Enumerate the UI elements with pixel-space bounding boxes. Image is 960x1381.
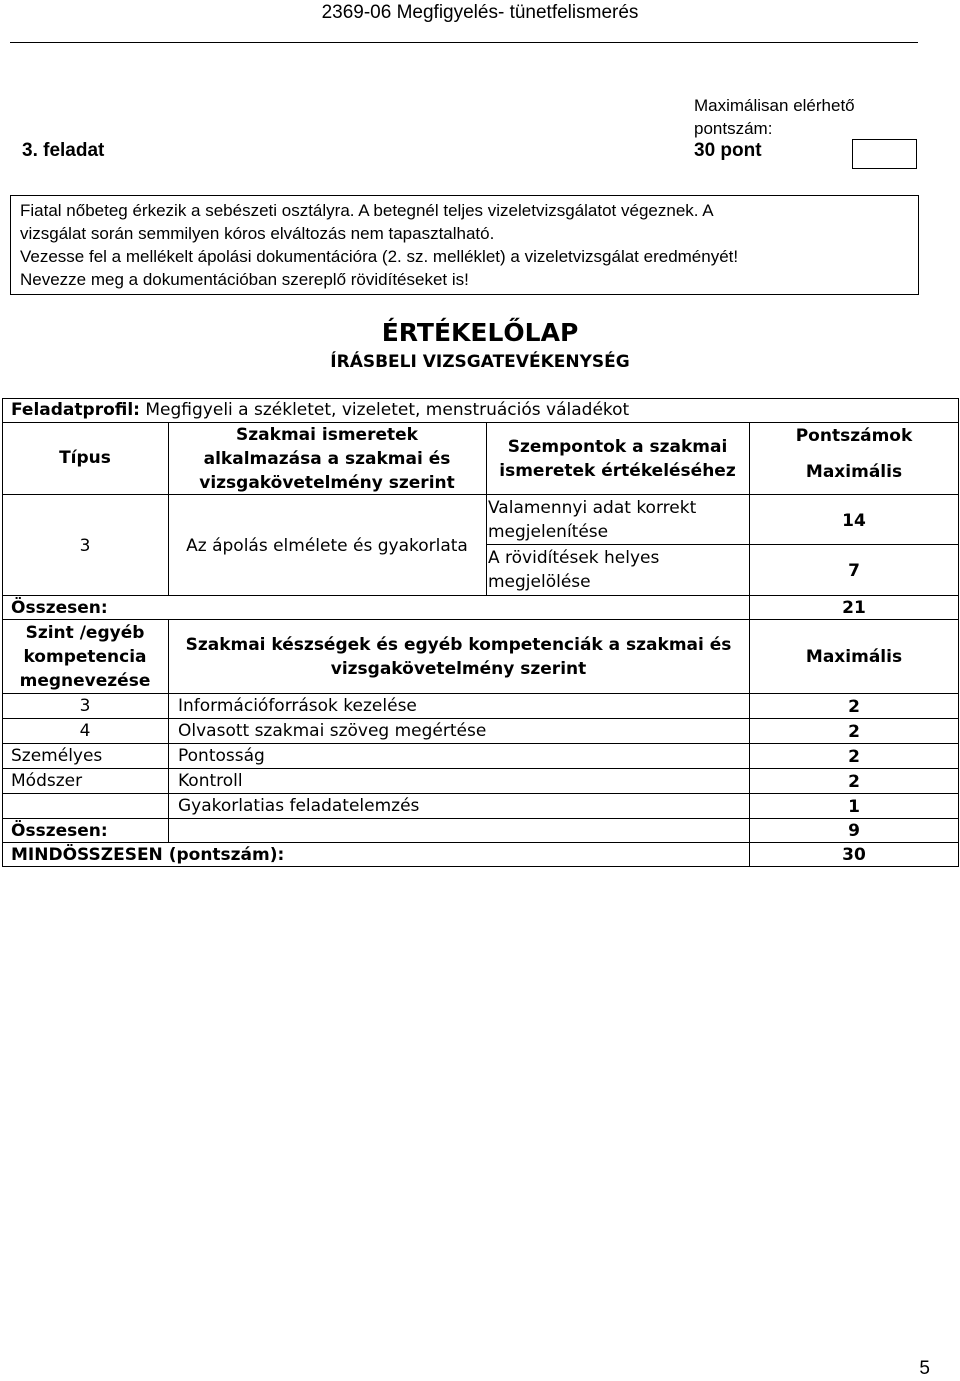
page-number: 5: [919, 1358, 930, 1379]
task-label: 3. feladat: [22, 140, 105, 161]
max-points-value: 30 pont: [694, 140, 762, 161]
row-topic-value: Az ápolás elmélete és gyakorlata: [186, 536, 468, 556]
criterion-points: 7: [848, 561, 860, 581]
criterion-line2: megjelenítése: [488, 522, 609, 542]
profile-row: [11, 398, 629, 422]
task-description-box: [10, 195, 919, 295]
column-header-criteria-line1: Szempontok a szakmai: [507, 437, 728, 457]
header-divider: [10, 42, 918, 43]
max-points-label: [694, 94, 855, 140]
task-text-line: Vezesse fel a mellékelt ápolási dokumentációra (2. sz. melléklet) a vizeletvizsgálat eredményét!: [20, 247, 739, 266]
profile-label: Feladatprofil:: [11, 400, 140, 420]
max-points-label-line1: Maximálisan elérhető: [694, 96, 855, 115]
competency-header-level-line3: megnevezése: [19, 671, 151, 691]
score-entry-box[interactable]: [852, 139, 917, 169]
column-header-knowledge-line1: Szakmai ismeretek: [236, 425, 418, 445]
page-header-title: 2369-06 Megfigyelés- tünetfelismerés: [321, 2, 639, 23]
competency-level: Személyes: [11, 746, 103, 766]
column-header-type: Típus: [59, 448, 111, 468]
competency-header-level-line1: Szint /egyéb: [25, 623, 145, 643]
column-header-knowledge: [168, 423, 486, 495]
grand-total-label: MINDÖSSZESEN (pontszám):: [11, 845, 285, 865]
subtotal-value: 21: [842, 598, 866, 618]
evaluation-sheet-subtitle: ÍRÁSBELI VIZSGATEVÉKENYSÉG: [330, 352, 630, 372]
competency-points: 2: [848, 772, 860, 792]
column-header-knowledge-line3: vizsgakövetelmény szerint: [199, 473, 455, 493]
criterion-line1: Valamennyi adat korrekt: [488, 498, 697, 518]
competency-name: Kontroll: [178, 771, 243, 791]
criterion-points: 14: [842, 511, 866, 531]
column-header-max: Maximális: [805, 462, 903, 482]
table-rule: [486, 544, 959, 545]
grand-total-value: 30: [842, 845, 866, 865]
competency-header-skills: [168, 633, 749, 681]
column-header-criteria-line2: ismeretek értékeléséhez: [499, 461, 736, 481]
max-points-label-line2: pontszám:: [694, 119, 773, 138]
competency-name: Olvasott szakmai szöveg megértése: [178, 721, 487, 741]
column-header-knowledge-line2: alkalmazása a szakmai és: [203, 449, 451, 469]
column-header-points: Pontszámok: [795, 426, 913, 446]
criterion-line1: A rövidítések helyes: [488, 548, 660, 568]
competency-header-skills-line2: vizsgakövetelmény szerint: [330, 659, 587, 679]
competency-points: 1: [848, 797, 860, 817]
competency-name: Gyakorlatias feladatelemzés: [178, 796, 420, 816]
competency-name: Pontosság: [178, 746, 265, 766]
competency-level: 3: [79, 696, 91, 716]
competency-header-skills-line1: Szakmai készségek és egyéb kompetenciák a szakmai és: [185, 635, 732, 655]
competency-level: Módszer: [11, 771, 83, 791]
row-type-value: 3: [79, 536, 91, 556]
competency-points: 2: [848, 697, 860, 717]
task-text-line: Fiatal nőbeteg érkezik a sebészeti osztályra. A betegnél teljes vizeletvizsgálatot végeznek. A: [20, 201, 714, 220]
subtotal-value: 9: [848, 821, 860, 841]
evaluation-table: [2, 398, 959, 867]
evaluation-sheet-title: ÉRTÉKELŐLAP: [381, 318, 579, 347]
subtotal-label: Összesen:: [11, 821, 108, 841]
competency-header-level-line2: kompetencia: [23, 647, 147, 667]
competency-points: 2: [848, 722, 860, 742]
subtotal-label: Összesen:: [11, 598, 108, 618]
competency-header-level: [2, 621, 168, 693]
task-text-line: Nevezze meg a dokumentációban szereplő rövidítéseket is!: [20, 270, 469, 289]
criterion-line2: megjelölése: [488, 572, 591, 592]
criterion-item: [486, 496, 751, 544]
task-text-line: vizsgálat során semmilyen kóros elváltozás nem tapasztalható.: [20, 224, 495, 243]
competency-name: Információforrások kezelése: [178, 696, 417, 716]
profile-text: Megfigyeli a székletet, vizeletet, menstruációs váladékot: [139, 400, 630, 420]
column-header-criteria: [486, 435, 749, 483]
competency-level: 4: [79, 721, 91, 741]
competency-points: 2: [848, 747, 860, 767]
criterion-item: [486, 546, 751, 594]
competency-header-max: Maximális: [805, 647, 903, 667]
